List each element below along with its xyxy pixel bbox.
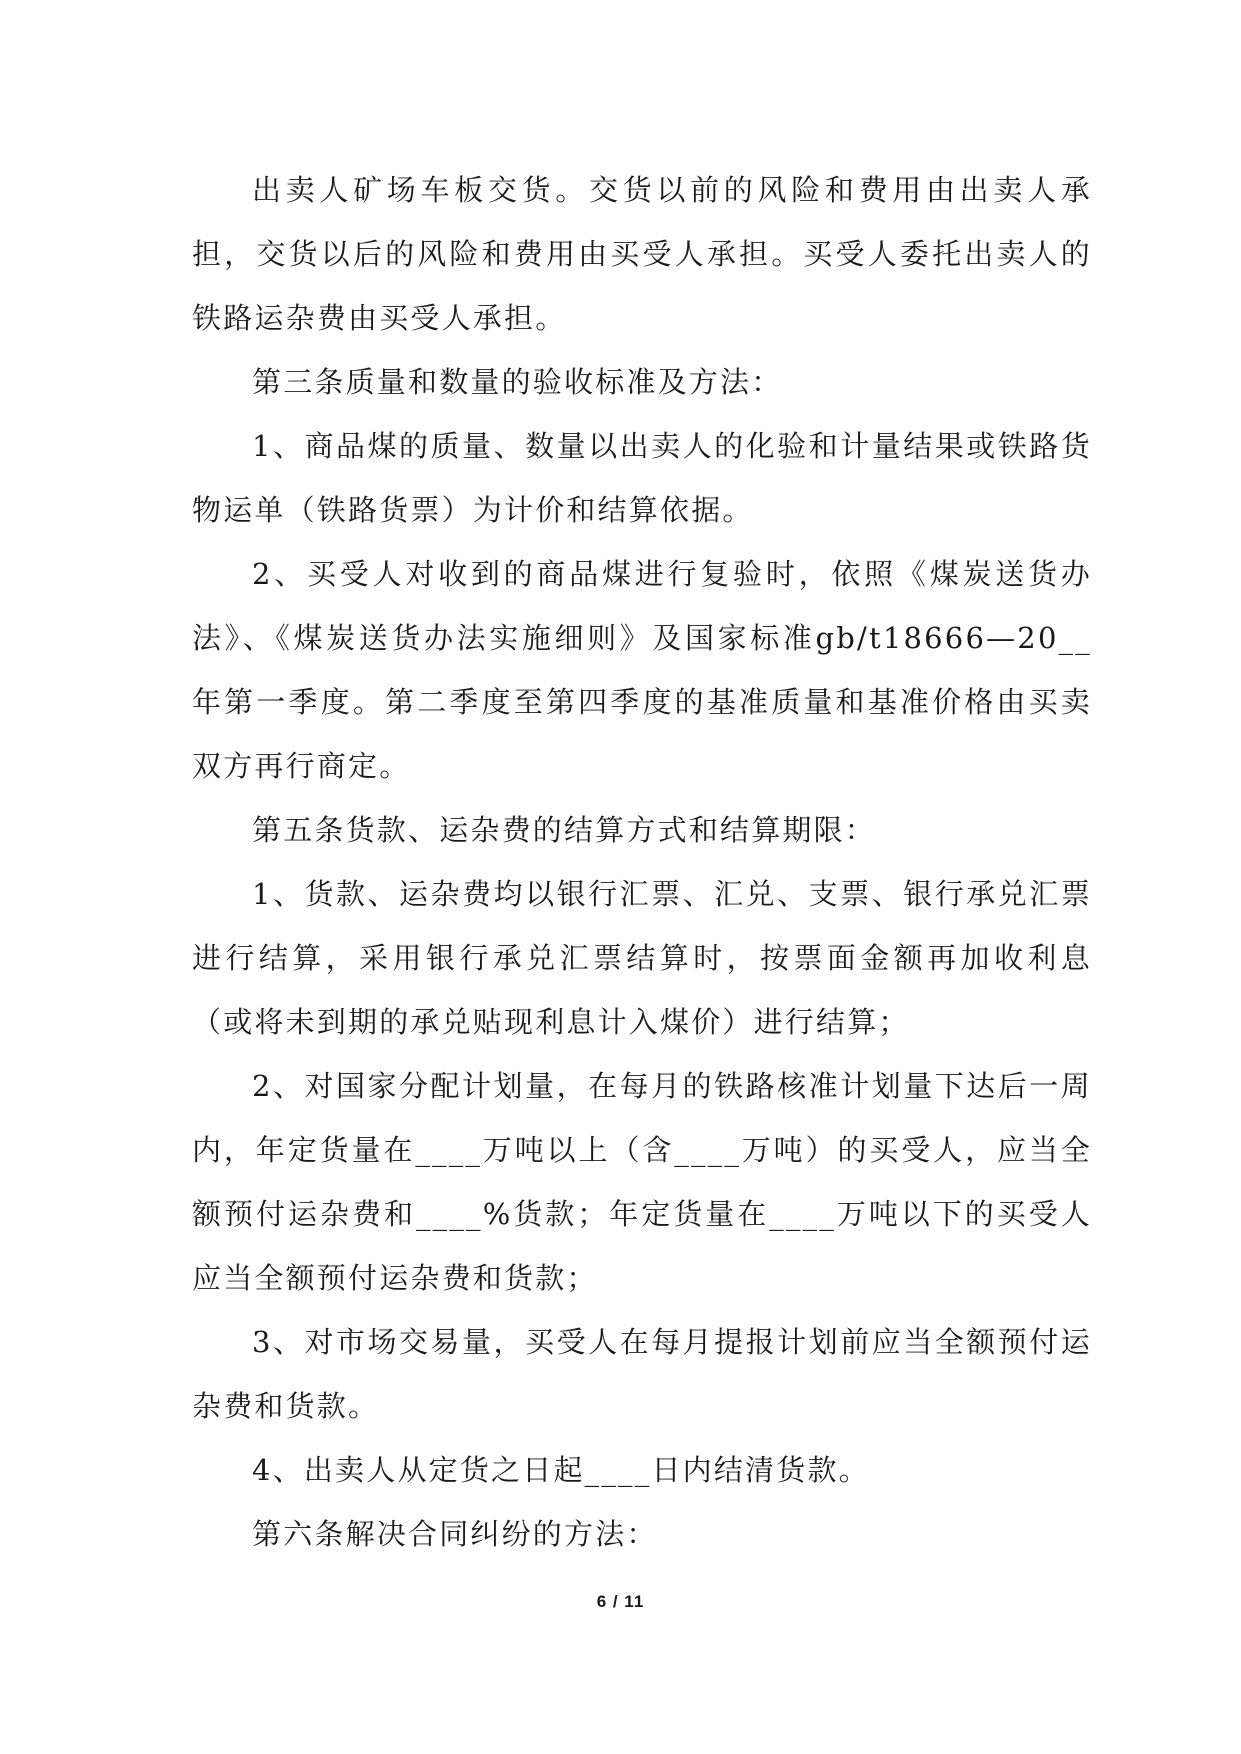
paragraph-delivery-risk: 出卖人矿场车板交货。交货以前的风险和费用由出卖人承担，交货以后的风险和费用由买受人承担。买受人委托出卖人的铁路运杂费由买受人承担。: [192, 173, 1092, 335]
paragraph-article-3-item-2: 2、买受人对收到的商品煤进行复验时，依照《煤炭送货办法》、《煤炭送货办法实施细则》及国家标准gb/t18666—20__年第一季度。第二季度至第四季度的基准质量和基准价格由买卖双方再行商定。: [192, 557, 1092, 783]
paragraph-article-5-item-3: 3、对市场交易量，买受人在每月提报计划前应当全额预付运杂费和货款。: [192, 1325, 1092, 1423]
paragraph-article-5-item-2: 2、对国家分配计划量，在每月的铁路核准计划量下达后一周内，年定货量在____万吨以上（含____万吨）的买受人，应当全额预付运杂费和____%货款；年定货量在____万吨以下的买受人应当全额预付运杂费和货款；: [192, 1069, 1092, 1295]
paragraph-article-5-heading: 第五条货款、运杂费的结算方式和结算期限：: [252, 813, 877, 847]
document-body: [192, 158, 1092, 1566]
page-number: 6 / 11: [596, 1592, 645, 1611]
paragraph-article-5-item-4: 4、出卖人从定货之日起____日内结清货款。: [252, 1453, 870, 1487]
paragraph-article-6-heading: 第六条解决合同纠纷的方法：: [252, 1517, 658, 1551]
paragraph-article-3-item-1: 1、商品煤的质量、数量以出卖人的化验和计量结果或铁路货物运单（铁路货票）为计价和结算依据。: [192, 429, 1092, 527]
paragraph-article-5-item-1: 1、货款、运杂费均以银行汇票、汇兑、支票、银行承兑汇票进行结算，采用银行承兑汇票结算时，按票面金额再加收利息（或将未到期的承兑贴现利息计入煤价）进行结算；: [192, 877, 1092, 1039]
paragraph-article-3-heading: 第三条质量和数量的验收标准及方法：: [252, 365, 783, 399]
